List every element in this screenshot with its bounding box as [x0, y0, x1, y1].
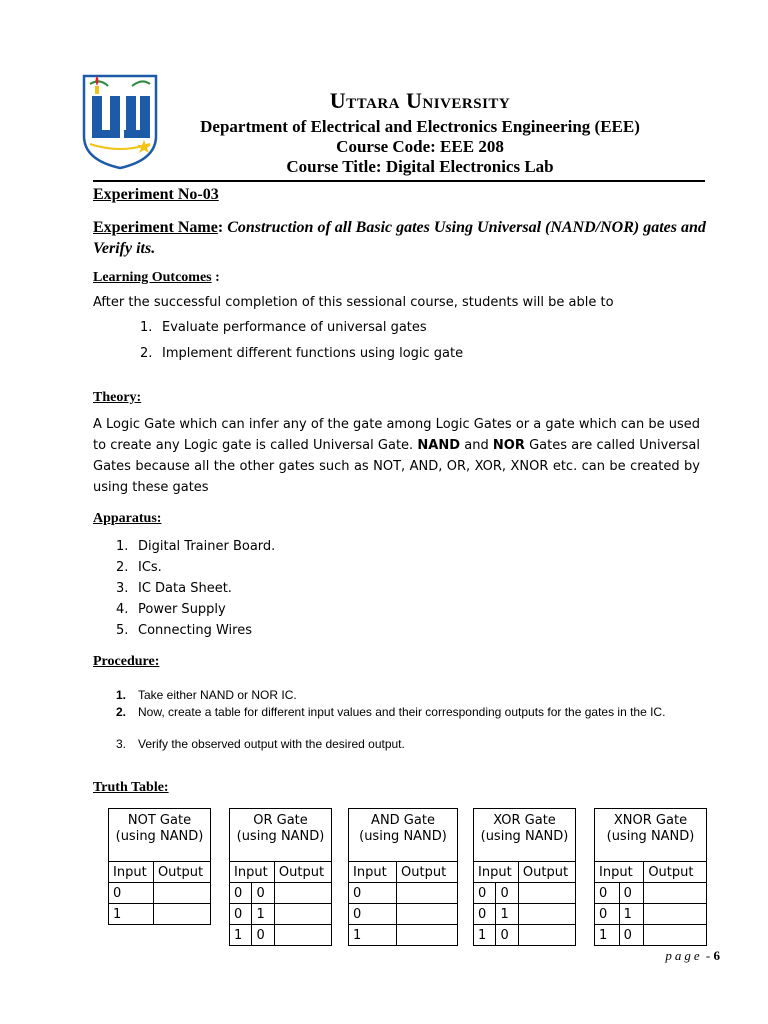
table-cell: 0 [496, 925, 518, 946]
list-item-text: ICs. [138, 560, 162, 575]
table-cell: 1 [474, 925, 496, 946]
table-row [230, 925, 332, 946]
list-item-number: 2. [140, 346, 153, 361]
truth-table-not [108, 808, 211, 925]
truth-table-heading: Truth Table: [93, 780, 169, 795]
table-cell: 0 [595, 883, 620, 904]
truth-table-xor [473, 808, 576, 946]
list-item [116, 688, 297, 703]
list-item [116, 539, 275, 554]
theory-and: and [460, 438, 493, 453]
list-item-text: Take either NAND or NOR IC. [138, 688, 297, 702]
output-header: Output [518, 862, 575, 883]
table-cell: 0 [496, 883, 518, 904]
theory-paragraph [93, 414, 700, 498]
theory-nor: NOR [492, 438, 525, 453]
list-item-number: 2. [116, 705, 127, 719]
input-header: Input [349, 862, 397, 883]
table-cell: 0 [474, 904, 496, 925]
table-row [474, 925, 576, 946]
list-item-text: Implement different functions using logic gate [162, 346, 464, 361]
table-title: NOT Gate (using NAND) [109, 809, 211, 862]
table-cell: 1 [595, 925, 620, 946]
list-item-text: Digital Trainer Board. [138, 539, 276, 554]
output-cell [397, 925, 458, 946]
table-row [230, 904, 332, 925]
table-title: AND Gate (using NAND) [349, 809, 458, 862]
output-cell [274, 904, 331, 925]
table-row [474, 904, 576, 925]
output-cell [153, 904, 210, 925]
university-logo [80, 74, 160, 170]
course-title: Course Title: Digital Electronics Lab [286, 157, 554, 176]
list-item [116, 623, 252, 638]
table-cell: 1 [109, 904, 154, 925]
list-item-number: 1. [140, 320, 153, 335]
list-item [116, 602, 226, 617]
table-cell: 1 [252, 904, 274, 925]
truth-table-and [348, 808, 458, 946]
table-cell: 1 [496, 904, 518, 925]
table-cell: 0 [252, 883, 274, 904]
list-item [140, 346, 463, 361]
learning-outcomes-heading [93, 270, 220, 286]
table-row [595, 925, 707, 946]
output-header: Output [397, 862, 458, 883]
output-cell [644, 904, 707, 925]
output-header: Output [644, 862, 707, 883]
learning-outcomes-heading-suffix: : [211, 270, 220, 285]
table-row [109, 904, 211, 925]
page-number-value: 6 [713, 948, 720, 963]
table-cell: 0 [595, 904, 620, 925]
list-item-number: 4. [116, 602, 129, 617]
list-item-number: 5. [116, 623, 129, 638]
apparatus-heading: Apparatus: [93, 511, 162, 526]
list-item [140, 320, 427, 335]
theory-nand: NAND [417, 438, 461, 453]
output-cell [153, 883, 210, 904]
table-cell: 0 [349, 883, 397, 904]
experiment-name-label: Experiment Name [93, 219, 218, 236]
table-row [349, 925, 458, 946]
procedure-heading: Procedure: [93, 654, 160, 669]
table-row [595, 904, 707, 925]
course-code: Course Code: EEE 208 [336, 137, 504, 156]
table-row [474, 883, 576, 904]
list-item-text: IC Data Sheet. [138, 581, 232, 596]
list-item-number: 1. [116, 688, 127, 702]
table-row [230, 883, 332, 904]
table-row [349, 883, 458, 904]
table-cell: 0 [349, 904, 397, 925]
table-cell: 0 [230, 904, 252, 925]
list-item [116, 560, 162, 575]
input-header: Input [109, 862, 154, 883]
list-item-text: Connecting Wires [138, 623, 252, 638]
list-item-number: 3. [116, 737, 127, 751]
list-item-text: Verify the observed output with the desired output. [138, 737, 405, 751]
experiment-number: Experiment No-03 [93, 186, 219, 203]
table-title: OR Gate (using NAND) [230, 809, 332, 862]
output-cell [397, 883, 458, 904]
table-cell: 1 [230, 925, 252, 946]
output-cell [644, 925, 707, 946]
list-item-number: 2. [116, 560, 129, 575]
table-row [109, 883, 211, 904]
truth-table-or [229, 808, 332, 946]
output-cell [274, 883, 331, 904]
table-cell: 0 [474, 883, 496, 904]
table-cell: 0 [230, 883, 252, 904]
list-item-text: Evaluate performance of universal gates [162, 320, 427, 335]
table-title: XNOR Gate (using NAND) [595, 809, 707, 862]
theory-heading: Theory: [93, 390, 142, 405]
table-row [595, 883, 707, 904]
theory-text-1: A Logic Gate which can infer any of the gate among Logic Gates or a gate which can be used to create any Logic gate is called Universal Gate. [93, 417, 700, 453]
learning-outcomes-intro: After the successful completion of this sessional course, students will be able to [93, 295, 614, 310]
output-cell [518, 925, 575, 946]
table-cell: 0 [619, 925, 644, 946]
university-name: Uttara University [329, 88, 511, 113]
list-item [116, 737, 405, 752]
experiment-name [93, 217, 713, 259]
output-cell [274, 925, 331, 946]
output-cell [397, 904, 458, 925]
experiment-name-value: Construction of all Basic gates Using Universal (NAND/NOR) gates and Verify its. [93, 219, 706, 257]
output-cell [518, 883, 575, 904]
list-item-number: 3. [116, 581, 129, 596]
list-item-number: 1. [116, 539, 129, 554]
learning-outcomes-heading-text: Learning Outcomes [93, 270, 212, 285]
table-cell: 0 [619, 883, 644, 904]
table-cell: 0 [252, 925, 274, 946]
page-number [665, 948, 720, 964]
output-cell [644, 883, 707, 904]
department-name: Department of Electrical and Electronics Engineering (EEE) [200, 117, 640, 136]
output-header: Output [274, 862, 331, 883]
truth-table-xnor [594, 808, 707, 946]
table-cell: 0 [109, 883, 154, 904]
page-label: page [665, 948, 703, 963]
list-item [116, 705, 696, 720]
table-title: XOR Gate (using NAND) [474, 809, 576, 862]
table-cell: 1 [619, 904, 644, 925]
output-header: Output [153, 862, 210, 883]
page-sep: - [702, 948, 714, 963]
output-cell [518, 904, 575, 925]
list-item-text: Power Supply [138, 602, 226, 617]
header-divider [93, 180, 705, 182]
list-item-text: Now, create a table for different input values and their corresponding outputs for the gates in the IC. [138, 705, 666, 719]
list-item [116, 581, 232, 596]
input-header: Input [474, 862, 519, 883]
input-header: Input [595, 862, 644, 883]
table-cell: 1 [349, 925, 397, 946]
theory-text-2: Gates are called Universal Gates because all the other gates such as NOT, AND, OR, XOR, XNOR etc. can be created by using these gates [93, 438, 700, 495]
input-header: Input [230, 862, 275, 883]
experiment-name-colon: : [217, 219, 228, 236]
table-row [349, 904, 458, 925]
